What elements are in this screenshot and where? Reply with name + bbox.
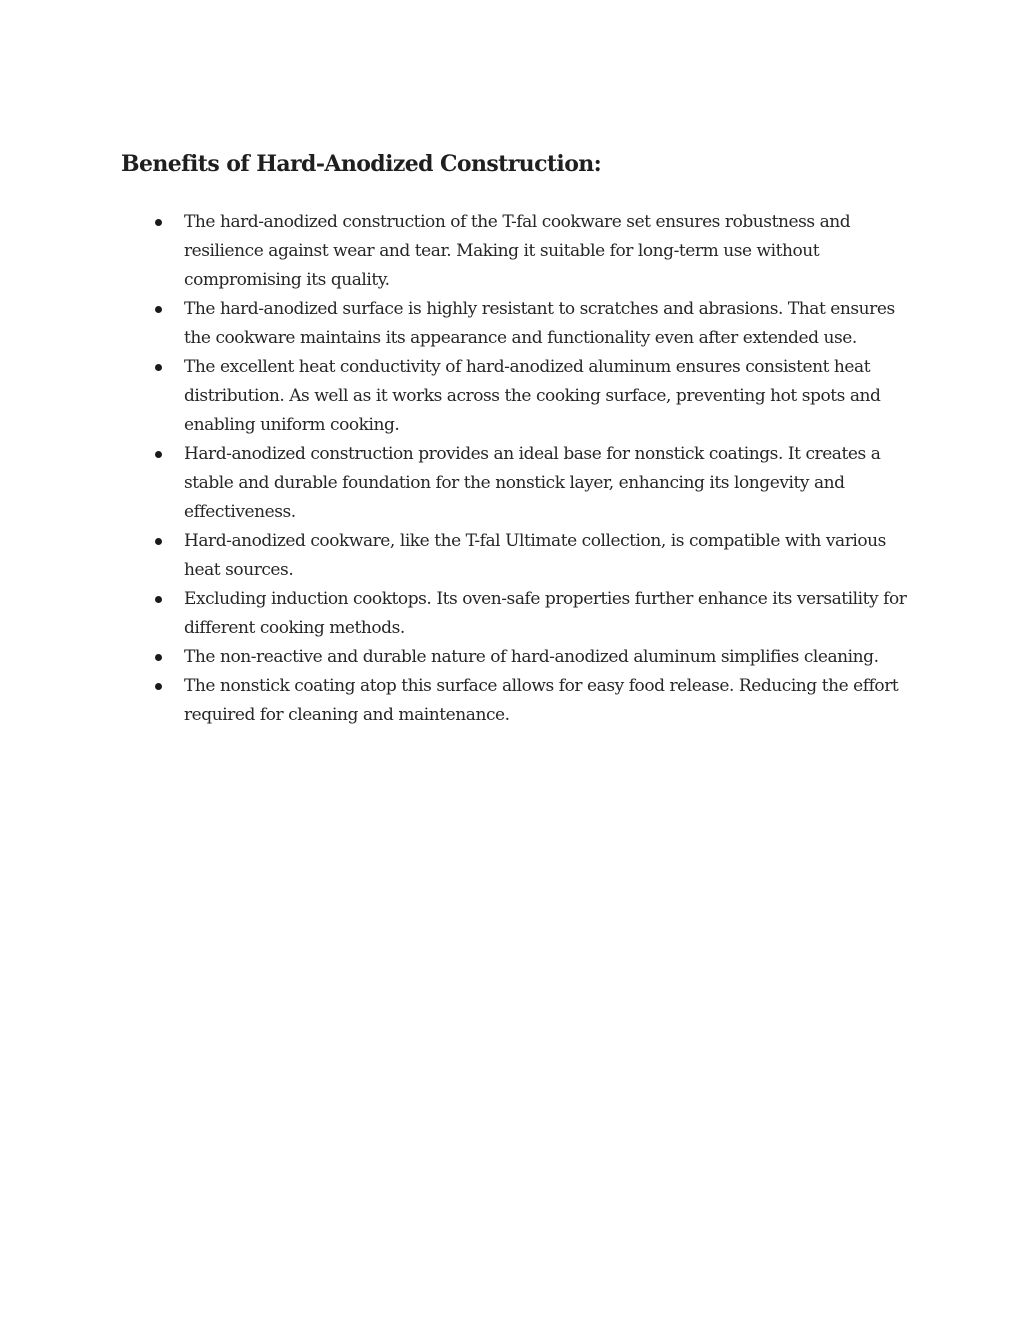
list-item-text: Excluding induction cooktops. Its oven-safe properties further enhance its versatility for different cooking methods. <box>184 589 907 638</box>
list-item <box>152 353 912 440</box>
bullet-icon <box>155 451 162 458</box>
list-item-text: The nonstick coating atop this surface allows for easy food release. Reducing the effort required for cleaning and maintenance. <box>184 676 899 725</box>
list-item <box>152 295 912 353</box>
list-item <box>152 208 912 295</box>
list-item <box>152 672 912 730</box>
list-item-text: The non-reactive and durable nature of hard-anodized aluminum simplifies cleaning. <box>184 647 879 667</box>
bullet-icon <box>155 306 162 313</box>
list-item-text: The hard-anodized construction of the T-fal cookware set ensures robustness and resilience against wear and tear. Making it suitable for long-term use without compromising its quality. <box>184 212 851 290</box>
list-item <box>152 643 912 672</box>
list-item <box>152 527 912 585</box>
list-item-text: The excellent heat conductivity of hard-anodized aluminum ensures consistent heat distribution. As well as it works across the cooking surface, preventing hot spots and enabling uniform cooking. <box>184 357 881 435</box>
benefits-list <box>152 208 912 730</box>
bullet-icon <box>155 538 162 545</box>
list-item-text: Hard-anodized cookware, like the T-fal Ultimate collection, is compatible with various heat sources. <box>184 531 886 580</box>
list-item <box>152 440 912 527</box>
bullet-icon <box>155 683 162 690</box>
bullet-icon <box>155 219 162 226</box>
bullet-icon <box>155 596 162 603</box>
bullet-icon <box>155 364 162 371</box>
section-heading: Benefits of Hard-Anodized Construction: <box>121 151 602 177</box>
list-item <box>152 585 912 643</box>
list-item-text: Hard-anodized construction provides an ideal base for nonstick coatings. It creates a stable and durable foundation for the nonstick layer, enhancing its longevity and effectiveness. <box>184 444 881 522</box>
bullet-icon <box>155 654 162 661</box>
list-item-text: The hard-anodized surface is highly resistant to scratches and abrasions. That ensures the cookware maintains its appearance and functionality even after extended use. <box>184 299 895 348</box>
